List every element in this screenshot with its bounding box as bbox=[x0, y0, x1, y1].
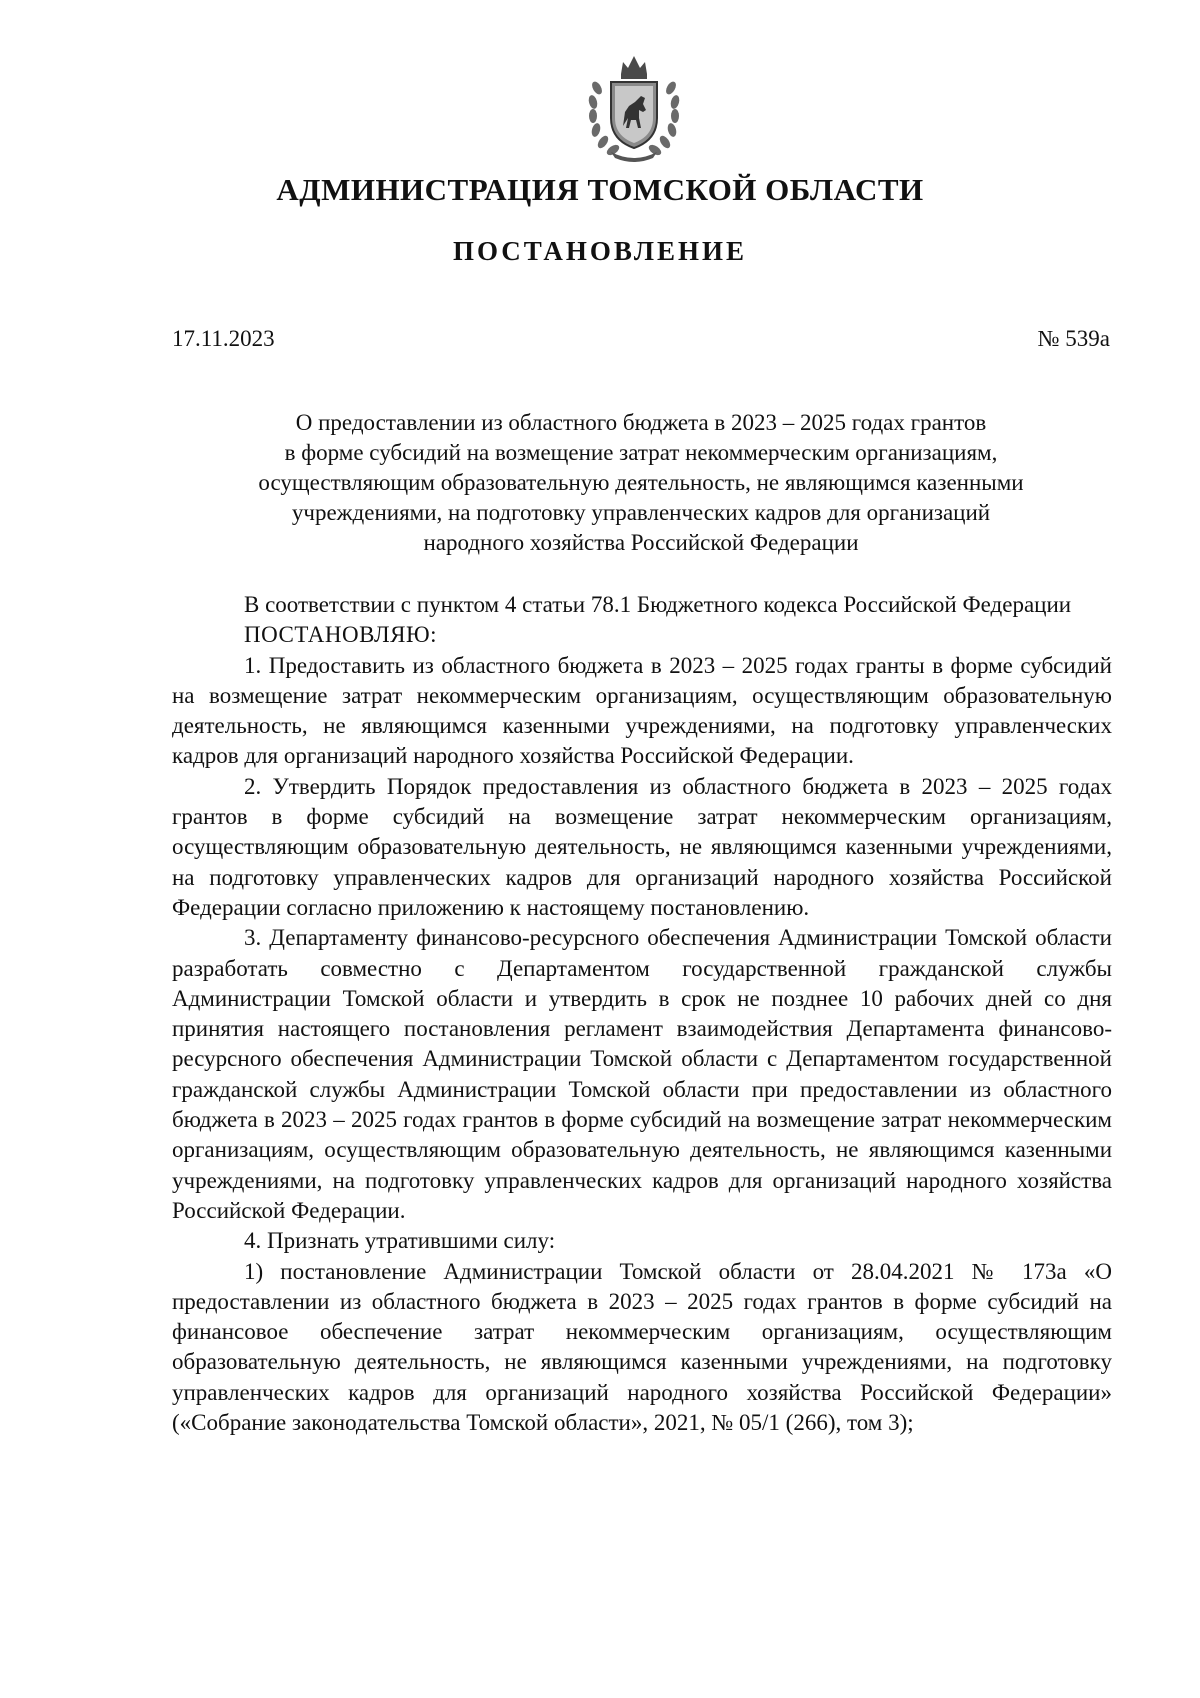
subject-line: в форме субсидий на возмещение затрат некоммерческим организациям, bbox=[284, 440, 998, 465]
paragraph-4: 4. Признать утратившими силу: bbox=[244, 1228, 556, 1254]
subject-line: народного хозяйства Российской Федерации bbox=[423, 530, 859, 555]
subparagraph-4-1: 1) постановление Администрации Томской области от 28.04.2021 № 173а «О предоставлении из областного бюджета в 2023 – 2025 годах грантов в форме субсидий на финансовое обеспечение затрат некоммерческим организациям, осуществляющим образовательную деятельность, не являющимся казенными учреждениями, на подготовку управленческих кадров для организаций народного хозяйства Российской Федерации» («Собрание законодательства Томской области», 2021, № 05/1 (266), том 3); bbox=[172, 1258, 1112, 1436]
document-date: 17.11.2023 bbox=[172, 326, 275, 351]
subject-line: О предоставлении из областного бюджета в 2023 – 2025 годах грантов bbox=[295, 410, 987, 435]
document-body bbox=[172, 590, 1112, 1438]
subject-line: учреждениями, на подготовку управленческих кадров для организаций bbox=[291, 500, 991, 525]
preamble: В соответствии с пунктом 4 статьи 78.1 Бюджетного кодекса Российской Федерации bbox=[244, 592, 1072, 617]
paragraph-1: 1. Предоставить из областного бюджета в 2023 – 2025 годах гранты в форме субсидий на возмещение затрат некоммерческим организациям, осуществляющим образовательную деятельность, не являющимся казенными учреждениями, на подготовку управленческих кадров для организаций народного хозяйства Российской Федерации. bbox=[172, 652, 1112, 769]
document-type: ПОСТАНОВЛЕНИЕ bbox=[452, 236, 748, 266]
subject-line: осуществляющим образовательную деятельность, не являющимся казенными bbox=[258, 470, 1024, 495]
decree-word: ПОСТАНОВЛЯЮ: bbox=[244, 622, 438, 648]
document-meta bbox=[172, 326, 1110, 352]
document-number: № 539а bbox=[1037, 326, 1110, 351]
organization-title: АДМИНИСТРАЦИЯ ТОМСКОЙ ОБЛАСТИ bbox=[276, 172, 924, 207]
document-subject bbox=[172, 408, 1110, 558]
paragraph-2: 2. Утвердить Порядок предоставления из областного бюджета в 2023 – 2025 годах грантов в форме субсидий на возмещение затрат некоммерческим организациям, осуществляющим образовательную деятельность, не являющимся казенными учреждениями, на подготовку управленческих кадров для организаций народного хозяйства Российской Федерации согласно приложению к настоящему постановлению. bbox=[172, 773, 1112, 920]
paragraph-3: 3. Департаменту финансово-ресурсного обеспечения Администрации Томской области разработать совместно с Департаментом государственной гражданской службы Администрации Томской области и утвердить в срок не позднее 10 рабочих дней со дня принятия настоящего постановления регламент взаимодействия Департамента финансово-ресурсного обеспечения Администрации Томской области с Департаментом государственной гражданской службы Администрации Томской области при предоставлении из областного бюджета в 2023 – 2025 годах грантов в форме субсидий на возмещение затрат некоммерческим организациям, осуществляющим образовательную деятельность, не являющимся казенными учреждениями, на подготовку управленческих кадров для организаций народного хозяйства Российской Федерации. bbox=[172, 925, 1112, 1223]
coat-of-arms-icon bbox=[583, 52, 685, 164]
